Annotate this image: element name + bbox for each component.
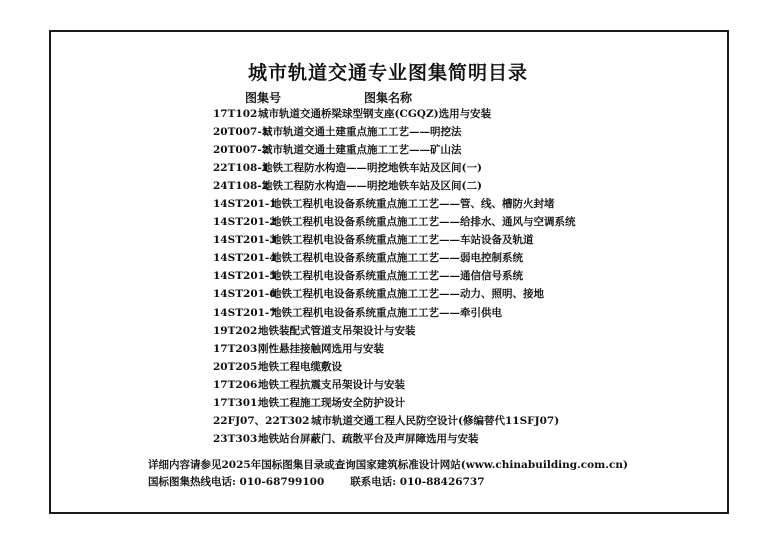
atlas-code: 22T108-1 — [213, 162, 270, 175]
atlas-name: 城市轨道交通土建重点施工工艺——矿山法 — [262, 144, 462, 157]
catalog-row — [213, 322, 576, 340]
atlas-code: 14ST201-4 — [213, 252, 277, 265]
atlas-code: 14ST201-6 — [213, 288, 277, 301]
atlas-code: 22FJ07、22T302 — [213, 414, 310, 427]
catalog-row — [213, 123, 576, 141]
atlas-code: 20T007-2 — [213, 144, 270, 157]
atlas-code: 17T206 — [213, 378, 258, 391]
atlas-name: 地铁工程电缆敷设 — [258, 360, 342, 373]
atlas-code: 17T301 — [213, 396, 258, 409]
catalog-row — [213, 105, 576, 123]
atlas-name: 地铁工程机电设备系统重点施工工艺——动力、照明、接地 — [271, 288, 544, 301]
atlas-code: 14ST201-5 — [213, 270, 277, 283]
atlas-code: 17T102 — [213, 108, 258, 120]
footer-website-note: 详细内容请参见2025年国标图集目录或查询国家建筑标准设计网站(www.chinabuilding.com.cn) — [148, 459, 628, 471]
atlas-code: 14ST201-7 — [213, 306, 277, 319]
catalog-row — [213, 249, 576, 267]
atlas-code: 19T202 — [213, 324, 258, 337]
atlas-name: 地铁工程机电设备系统重点施工工艺——车站设备及轨道 — [271, 234, 534, 247]
footer-contact: 联系电话: 010-88426737 — [350, 476, 485, 488]
atlas-name: 地铁工程机电设备系统重点施工工艺——弱电控制系统 — [271, 252, 523, 265]
catalog-row — [213, 358, 576, 376]
atlas-name: 地铁工程机电设备系统重点施工工艺——通信信号系统 — [271, 270, 523, 283]
atlas-name: 城市轨道交通土建重点施工工艺——明挖法 — [262, 126, 462, 139]
catalog-row — [213, 195, 576, 213]
atlas-code: 14ST201-3 — [213, 234, 277, 247]
atlas-code: 23T303 — [213, 432, 258, 445]
atlas-name: 城市轨道交通桥梁球型钢支座(CGQZ)选用与安装 — [258, 108, 492, 120]
catalog-row — [213, 177, 576, 195]
catalog-row — [213, 412, 576, 430]
column-header-code: 图集号 — [245, 91, 282, 105]
atlas-name: 地铁工程防水构造——明挖地铁车站及区间(二) — [262, 180, 482, 193]
catalog-row — [213, 285, 576, 303]
atlas-code: 14ST201-2 — [213, 216, 277, 229]
atlas-name: 地铁站台屏蔽门、疏散平台及声屏障选用与安装 — [258, 432, 479, 445]
atlas-name: 地铁工程机电设备系统重点施工工艺——管、线、槽防火封堵 — [271, 198, 555, 211]
atlas-name: 地铁工程抗震支吊架设计与安装 — [258, 378, 405, 391]
atlas-code: 20T205 — [213, 360, 258, 373]
catalog-row — [213, 376, 576, 394]
atlas-name: 地铁工程施工现场安全防护设计 — [258, 396, 405, 409]
footer-phones — [148, 474, 485, 489]
atlas-name: 城市轨道交通工程人民防空设计(修编替代11SFJ07) — [311, 414, 560, 427]
atlas-name: 地铁工程机电设备系统重点施工工艺——牵引供电 — [271, 306, 502, 319]
catalog-row — [213, 394, 576, 412]
footer-hotline: 国标图集热线电话: 010-68799100 — [148, 476, 325, 488]
atlas-code: 14ST201-1 — [213, 198, 277, 211]
column-header-name: 图集名称 — [364, 91, 413, 105]
catalog-row — [213, 231, 576, 249]
atlas-name: 地铁工程防水构造——明挖地铁车站及区间(一) — [262, 162, 482, 175]
catalog-row — [213, 213, 576, 231]
atlas-code: 17T203 — [213, 342, 258, 355]
catalog-list — [213, 105, 576, 448]
atlas-name: 刚性悬挂接触网选用与安装 — [258, 342, 384, 355]
catalog-row — [213, 159, 576, 177]
catalog-row — [213, 304, 576, 322]
atlas-name: 地铁装配式管道支吊架设计与安装 — [258, 324, 416, 337]
catalog-row — [213, 267, 576, 285]
atlas-code: 24T108-2 — [213, 180, 270, 193]
page-title: 城市轨道交通专业图集简明目录 — [247, 62, 528, 84]
atlas-name: 地铁工程机电设备系统重点施工工艺——给排水、通风与空调系统 — [271, 216, 576, 229]
atlas-code: 20T007-1 — [213, 126, 270, 139]
catalog-row — [213, 340, 576, 358]
catalog-row — [213, 141, 576, 159]
catalog-row — [213, 430, 576, 448]
